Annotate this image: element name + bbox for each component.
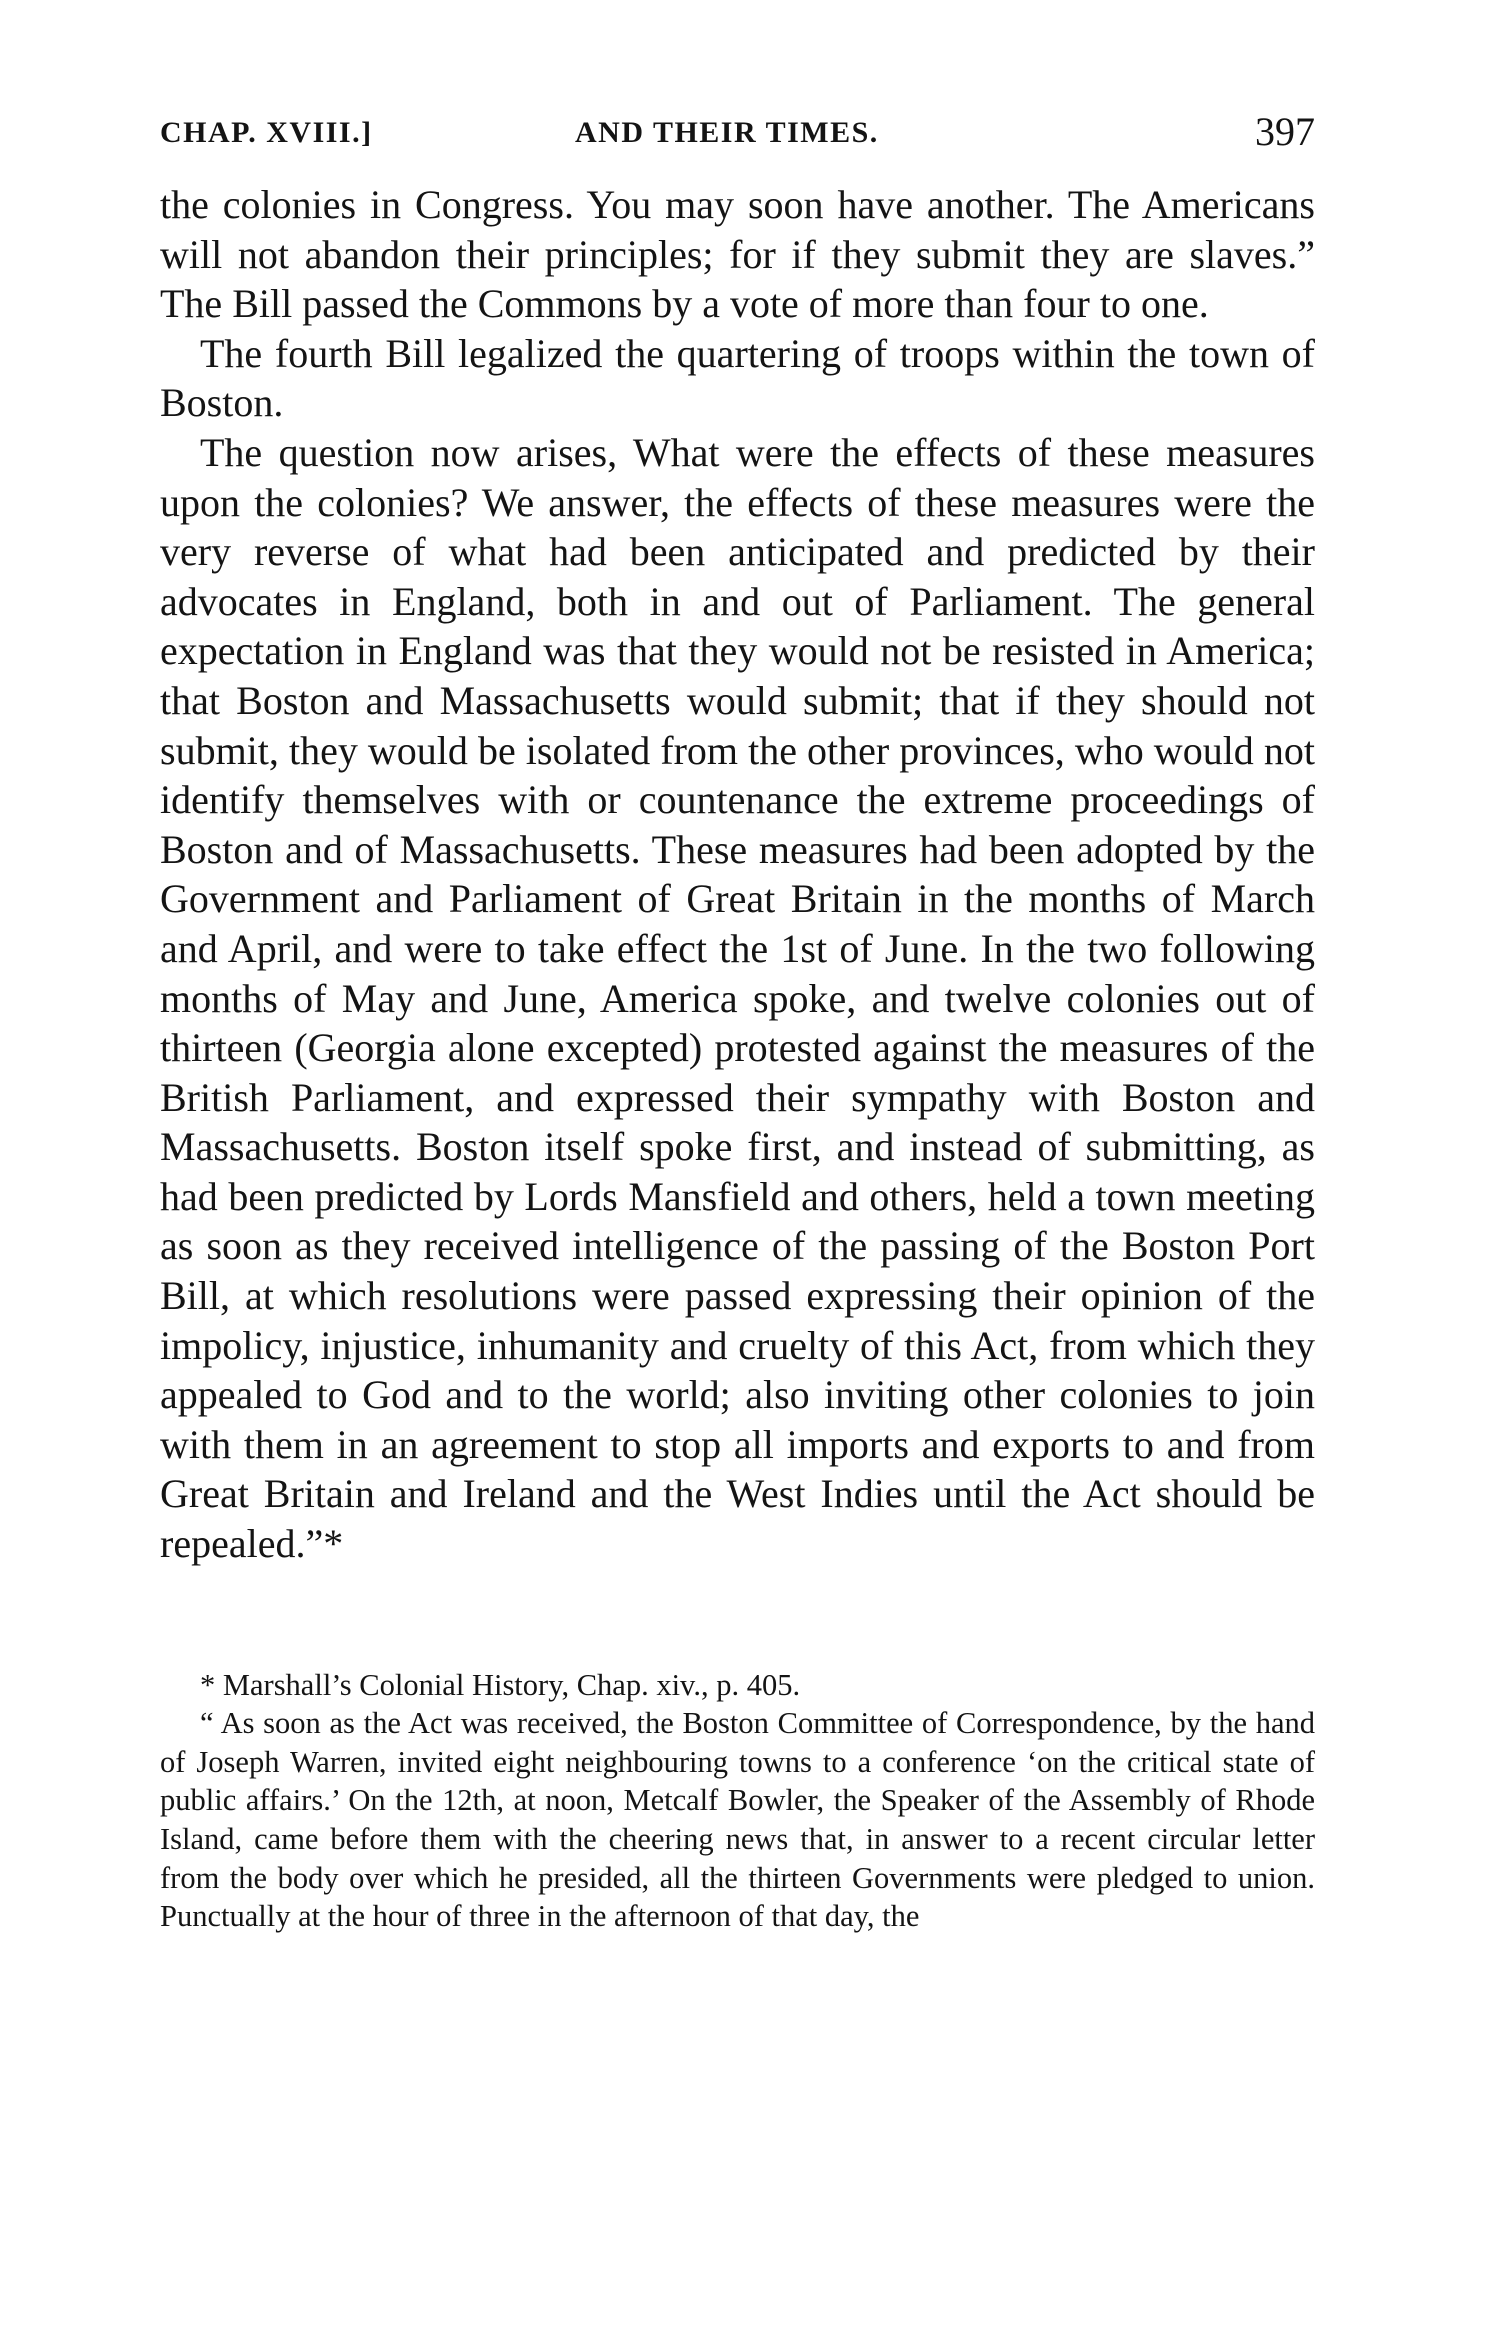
body-text xyxy=(160,180,1315,1569)
running-title: AND THEIR TIMES. xyxy=(575,116,879,149)
body-paragraph-2: The fourth Bill legalized the quartering of troops within the town of Boston. xyxy=(160,330,1315,426)
body-paragraph-3: The question now arises, What were the effects of these measures upon the colonies? We answer, the effects of these measures were the very reverse of what had been anticipated and predicted by their advocates in England, both in and out of Parliament. The general expectation in England was that they would not be resisted in America; that Boston and Massachusetts would submit; that if they should not submit, they would be isolated from the other provinces, who would not identify themselves with or countenance the extreme proceedings of Boston and of Massachusetts. These measures had been adopted by the Government and Parliament of Great Britain in the months of March and April, and were to take effect the 1st of June. In the two following months of May and June, America spoke, and twelve colonies out of thirteen (Georgia alone excepted) protested against the measures of the British Parliament, and expressed their sympathy with Boston and Massachusetts. Boston itself spoke first, and instead of submitting, as had been predicted by Lords Mansfield and others, held a town meeting as soon as they received intelligence of the passing of the Boston Port Bill, at which resolutions were passed expressing their opinion of the impolicy, injustice, inhumanity and cruelty of this Act, from which they appealed to God and to the world; also inviting other colonies to join with them in an agreement to stop all imports and exports to and from Great Britain and Ireland and the West Indies until the Act should be repealed.”* xyxy=(160,429,1315,1567)
body-paragraph-1: the colonies in Congress. You may soon have another. The Americans will not abandon their principles; for if they submit they are slaves.” The Bill passed the Commons by a vote of more than four to one. xyxy=(160,182,1315,327)
page-number: 397 xyxy=(1255,109,1315,154)
footnotes xyxy=(160,1666,1315,1936)
footnote-citation: * Marshall’s Colonial History, Chap. xiv., p. 405. xyxy=(200,1667,801,1702)
footnote-quotation: “ As soon as the Act was received, the Boston Committee of Correspondence, by the hand of Joseph Warren, invited eight neighbouring towns to a conference ‘on the critical state of public affairs.’ On the 12th, at noon, Metcalf Bowler, the Speaker of the Assembly of Rhode Island, came before them with the cheering news that, in answer to a recent circular letter from the body over which he presided, all the thirteen Governments were pledged to union. Punctually at the hour of three in the afternoon of that day, the xyxy=(160,1706,1315,1934)
chapter-label: CHAP. XVIII.] xyxy=(160,116,373,149)
book-page xyxy=(160,108,1315,1936)
running-head xyxy=(160,108,1315,158)
